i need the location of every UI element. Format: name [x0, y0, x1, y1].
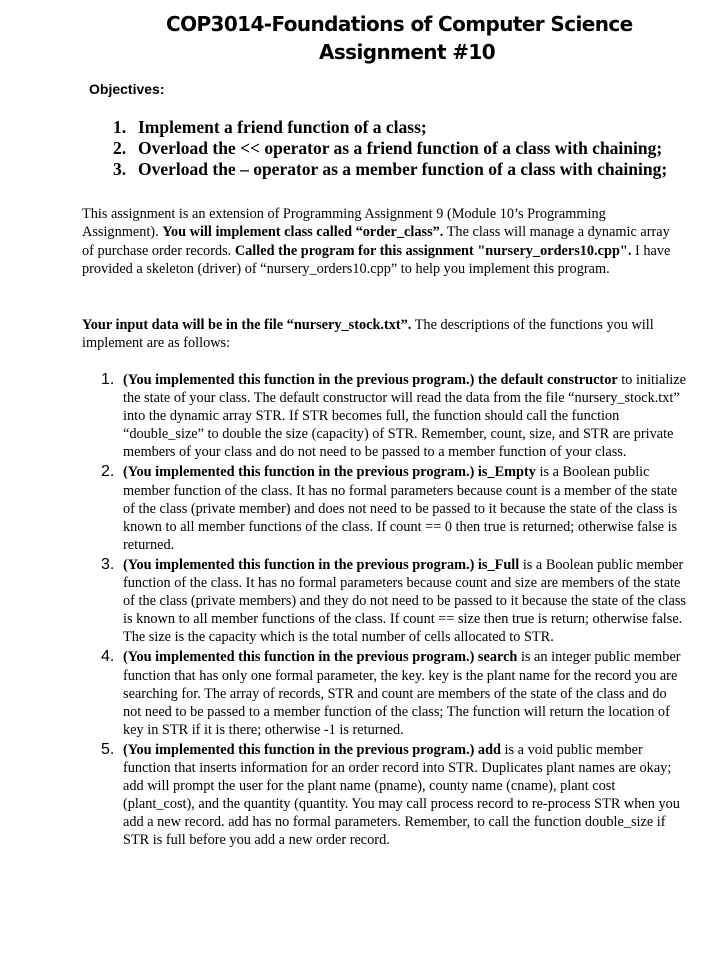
intro-text: This assignment is an extension of Programming Assignment 9 (Module 10’s Programming Assignment). [82, 206, 606, 241]
input-data-paragraph [82, 316, 682, 353]
input-data-bold-text: Your input data will be in the file “nursery_stock.txt”. [82, 317, 412, 333]
function-number: 3. [101, 555, 115, 573]
function-number: 5. [101, 740, 115, 758]
function-bold-text: (You implemented this function in the previous program.) is_Empty [123, 464, 536, 481]
objective-item [113, 138, 667, 159]
function-text: is a Boolean public member function of the class. It has no formal parameters because count and size are members of the state of the class (private members) and they do not need to be passed to it because the state of the class is known to all member functions of the class. If count == size then true is return; otherwise false. The size is the capacity which is the total number of cells allocated to STR. [123, 556, 686, 646]
objective-item [113, 159, 667, 180]
objective-number: 2. [113, 138, 127, 158]
intro-text: The class will manage a dynamic array of purchase order records. [82, 224, 670, 259]
function-number: 1. [101, 371, 115, 388]
function-number: 2. [101, 463, 115, 481]
function-text: is an integer public member function that has only one formal parameter, the key. key is the plant name for the record you are searching for. The array of records, STR and count are members of the state of the class and do not need to be passed to a member function of the class; The function will return the location of key in STR if it is there; otherwise -1 is returned. [123, 649, 681, 738]
function-bold-text: (You implemented this function in the previous program.) is_Full [123, 556, 520, 573]
intro-bold-text: You will implement class called “order_class”. [162, 224, 444, 241]
objective-number: 3. [113, 159, 127, 179]
input-data-text: The descriptions of the functions you will implement are as follows: [82, 317, 654, 352]
function-number: 4. [101, 648, 115, 666]
intro-paragraph [82, 205, 682, 278]
objectives-heading: Objectives: [89, 81, 165, 97]
objective-item [113, 117, 667, 138]
course-title: COP3014-Foundations of Computer Science [166, 12, 633, 36]
objective-text: Implement a friend function of a class; [138, 117, 427, 137]
objective-text: Overload the << operator as a friend function of a class with chaining; [138, 138, 663, 158]
function-text: is a void public member function that inserts information for an order record into STR. Duplicates plant names are okay; add will prompt the user for the plant name (pname), county name (cname), plant cost (plant_cost), and the quantity (quantity. You may call process record to re-process STR when you add a new record. add has no formal parameters. Remember, to call the function double_size if STR is full before you add a new order record. [123, 741, 680, 849]
intro-text: I have provided a skeleton (driver) of “nursery_orders10.cpp” to help you implement this program. [82, 242, 671, 277]
objectives-list [113, 117, 667, 180]
function-text: to initialize the state of your class. The default constructor will read the data from the file “nursery_stock.txt” into the dynamic array STR. If STR becomes full, the function should call the function “double_size” to double the size (capacity) of STR. Remember, count, size, and STR are private members of your class and do not need to be passed to a member function of your class. [123, 372, 686, 461]
function-item [101, 371, 686, 461]
function-item [101, 648, 686, 738]
function-bold-text: (You implemented this function in the previous program.) add [123, 741, 501, 758]
objective-text: Overload the – operator as a member function of a class with chaining; [138, 159, 668, 179]
function-bold-text: (You implemented this function in the previous program.) the default constructor [123, 372, 618, 388]
assignment-title: Assignment #10 [319, 40, 496, 64]
intro-bold-text: Called the program for this assignment "nursery_orders10.cpp". [234, 242, 632, 259]
function-bold-text: (You implemented this function in the previous program.) search [123, 649, 518, 666]
function-item [101, 556, 686, 646]
function-text: is a Boolean public member function of the class. It has no formal parameters because count is a member of the state of the class (private member) and does not need to be passed to it because the state of the class is known to all member functions of the class. If count == 0 then true is returned; otherwise false is returned. [123, 464, 678, 553]
function-item [101, 463, 686, 553]
objective-number: 1. [113, 117, 127, 137]
function-item [101, 741, 686, 850]
function-list [101, 371, 686, 851]
